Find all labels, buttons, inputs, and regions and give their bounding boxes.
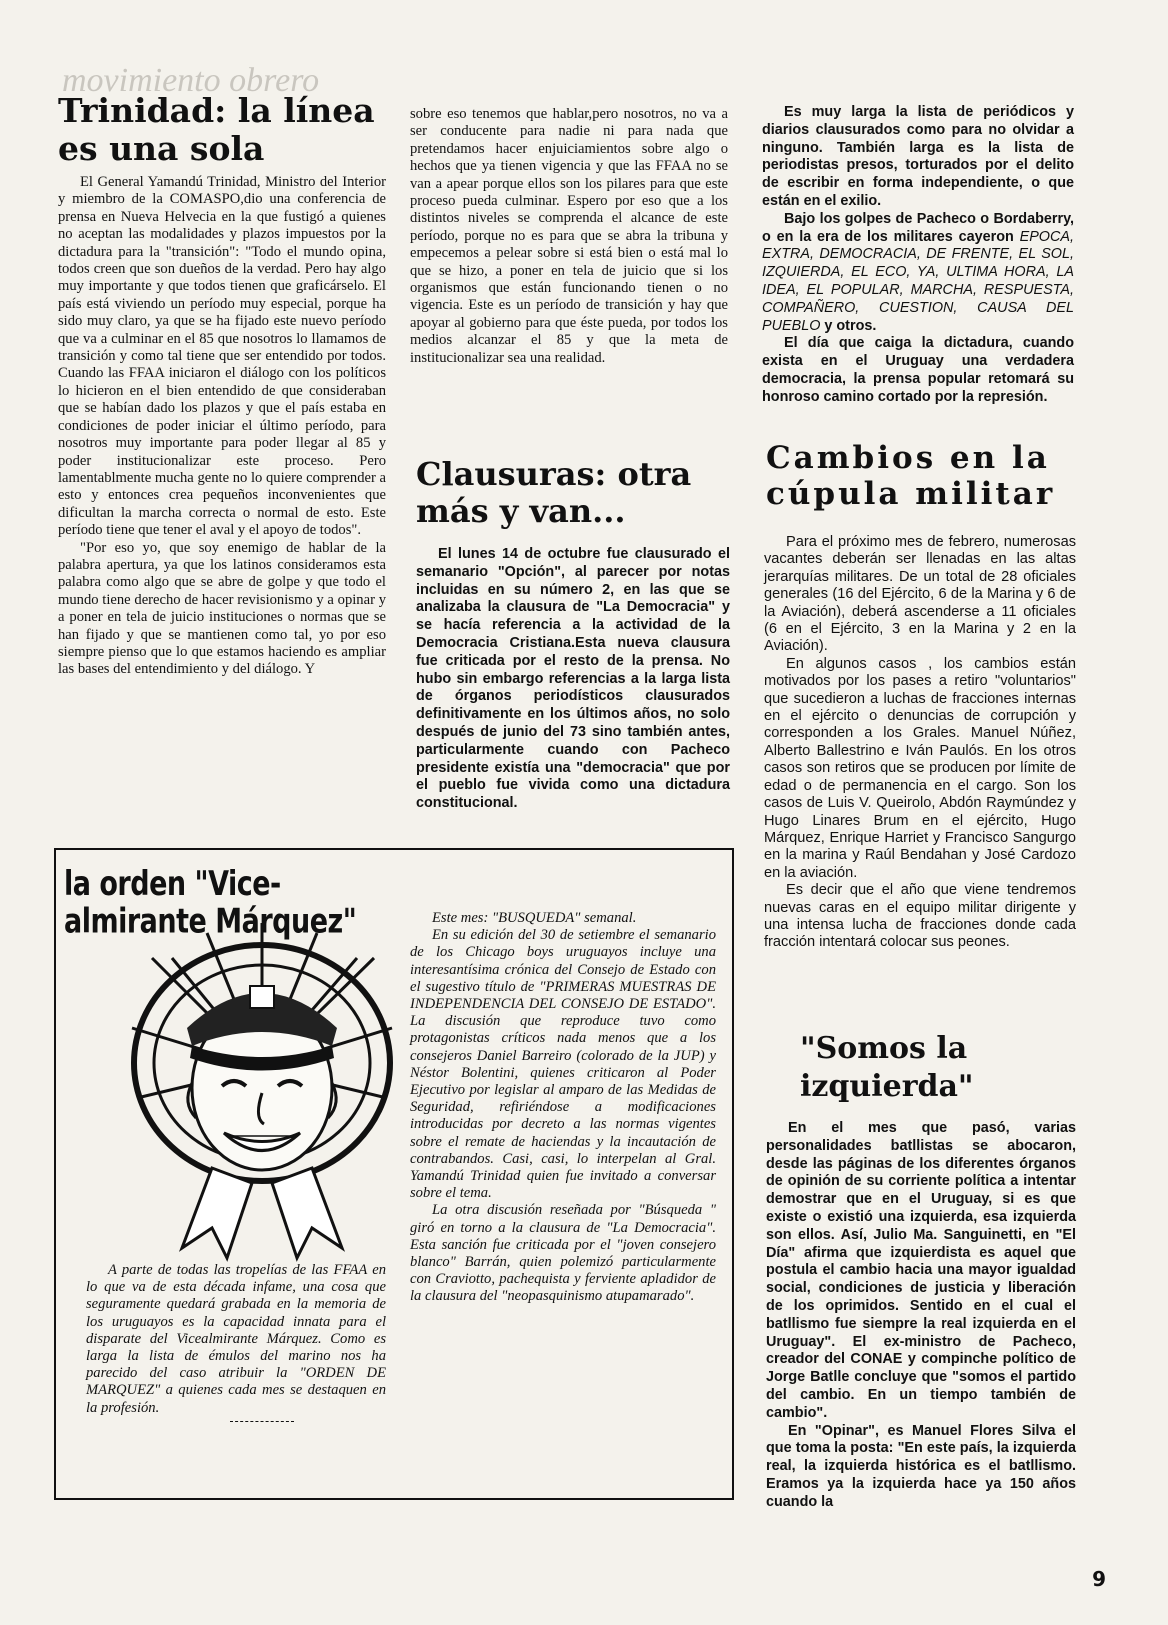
page-number: 9 <box>1092 1567 1106 1591</box>
periodicos-names: EPOCA, EXTRA, DEMOCRACIA, DE FRENTE, EL SOL, IZQUIERDA, EL ECO, YA, ULTIMA HORA, LA IDEA, EL POPULAR, MARCHA, RESPUESTA, COMPAÑERO, CUESTION, CAUSA DEL PUEBLO <box>762 228 1074 334</box>
busqueda-article <box>410 910 716 1306</box>
orden-title: la orden "Vice-almirante Márquez" <box>64 864 357 941</box>
busqueda-paragraph: En su edición del 30 de setiembre el semanario de los Chicago boys uruguayos incluye una interesantísima crónica del Consejo de Estado con el sugestivo título de "PRIMERAS MUESTRAS DE INDEPENDENCIA DEL CONSEJO DE ESTADO". La discusión que reproduce tuvo como protagonistas críticos nada menos que a los consejeros Daniel Barreiro (colorado de la JUP) y Néstor Bolentini, quienes criticaron al Poder Ejecutivo por legislar al amparo de las Medidas de Seguridad, refiriéndose a modificaciones introducidas por decreto a las normas vigentes sobre el remate de haciendas y la incautación de contrabandos. Casi, casi, lo interpelan al Gral. Yamandú Trinidad quien fue invitado a conversar sobre el tema. <box>410 927 716 1202</box>
ghost-heading: movimiento obrero <box>62 62 320 99</box>
busqueda-intro: Este mes: "BUSQUEDA" semanal. <box>432 910 637 926</box>
periodicos-lead: Bajo los golpes de Pacheco o Bordaberry, o en la era de los militares cayeron <box>762 210 1074 245</box>
cambios-paragraph: Es decir que el año que viene tendremos nuevas caras en el equipo militar dirigente y una intensa lucha de fracciones donde cada fracción intentará colocar sus peones. <box>764 882 1076 951</box>
clausuras-paragraph: El lunes 14 de octubre fue clausurado el semanario "Opción", al parecer por notas incluidas en su número 2, en las que se analizaba la clausura de "La Democracia" y se hacía referencia a la actividad de la Democracia Cristiana.Esta nueva clausura fue criticada por el resto de la prensa. No hubo sin embargo referencias a la larga lista de órganos periodísticos clausurados definitivamente en los últimos años, no solo después de junio del 73 sino también antes, particularmente cuando con Pacheco presidente existía una "democracia" que por el pueblo fue vivida como una dictadura constitucional. <box>416 546 730 812</box>
trinidad-continuation-text: sobre eso tenemos que hablar,pero nosotros, no va a ser conducente para nadie ni para nada que pretendamos hacer enjuiciamientos sobre algo o hechos que ya tienen vigencia y que las FFAA no se van a apear porque ellos son los pilares para que este proceso pueda culminar. Espero por eso que a los distintos niveles se comprenda el alcance de este período, porque no es para que se abra la tribuna y empecemos a pelear sobre si está bien o está mal lo que se hizo, a poner en tela de juicio que si los organismos que están funcionando tienen o no vigencia. Este es un período de transición y hay que apoyar al gobierno para que éste pueda, por todos los medios alcanzar el 85 y que la meta de institucionalizar sea una realidad. <box>410 106 728 366</box>
signature-rule <box>230 1421 294 1422</box>
periodicos-paragraph: El día que caiga la dictadura, cuando exista en el Uruguay una verdadera democracia, la prensa popular retomará su honroso camino cortado por la represión. <box>762 335 1074 405</box>
periodicos-paragraph <box>762 211 1074 336</box>
somos-paragraph: En "Opinar", es Manuel Flores Silva el que toma la posta: "En este país, la izquierda real, la izquierda histórica es el batllismo. Eramos ya la izquierda hace ya 150 años cuando la <box>766 1422 1076 1510</box>
trinidad-title: Trinidad: la línea es una sola <box>58 91 375 168</box>
orden-caption <box>86 1262 386 1422</box>
clausuras-title: Clausuras: otra más y van... <box>416 455 692 530</box>
cambios-title: Cambios en la cúpula militar <box>766 440 1056 512</box>
periodicos-paragraph: Es muy larga la lista de periódicos y diarios clausurados como para no olvidar a ninguno. También larga es la lista de periodistas presos, torturados por el delito de escribir en forma independiente, o que están en el exilio. <box>762 104 1074 209</box>
busqueda-paragraph: La otra discusión reseñada por "Búsqueda " giró en torno a la clausura de "La Democracia". Esta sanción fue criticada por el "joven consejero blanco" Barrán, quien polemizó particularmente con Craviotto, pachequista y ferviente apladidor de la clausura del "neopasquinismo atupamarado". <box>410 1202 716 1305</box>
trinidad-continuation <box>410 106 728 367</box>
somos-article <box>766 1120 1076 1512</box>
trinidad-article <box>58 174 386 679</box>
admiral-caricature <box>112 918 412 1268</box>
somos-paragraph: En el mes que pasó, varias personalidades batllistas se abocaron, desde las páginas de los diferentes órganos de opinión de su corriente política a intentar demostrar que en el Uruguay, si es que existe o existió una izquierda, esa izquierda son ellos. Así, Julio Ma. Sanguinetti, en "El Día" afirma que izquierdista es aquel que postula el cambio hacia una mayor igualdad social, condiciones de justicia y liberación de los oprimidos. Sentido en el cual el batllismo fue siempre la real izquierda en el Uruguay". El ex-ministro de Pacheco, creador del CONAE y compinche político de Jorge Batlle concluye que "somos el partido del cambio. En un tiempo también de cambio". <box>766 1120 1076 1421</box>
somos-title: "Somos la izquierda" <box>800 1031 974 1104</box>
cambios-article <box>764 534 1076 952</box>
cambios-paragraph: En algunos casos , los cambios están motivados por los pases a retiro "voluntarios" que sucedieron a luchas de fracciones internas en el ejército o denuncias de corrupción y corresponden a los Grales. Manuel Núñez, Alberto Ballestrino e Iván Paulós. En los otros casos son retiros que se producen por límite de edad o de permanencia en el cargo. Son los casos de Luis V. Queirolo, Abdón Raymúndez y Hugo Linares Brum en el ejército, Hugo Márquez, Enrique Harriet y Francisco Sangurgo en la marina y Raúl Bendahan y José Cardozo en la aviación. <box>764 655 1076 881</box>
cambios-paragraph: Para el próximo mes de febrero, numerosas vacantes deberán ser llenadas en las altas jerarquías militares. De un total de 28 oficiales generales (16 del Ejército, 6 de la Marina y 6 de la Aviación), deberá ascenderse a 11 oficiales (6 en el Ejército, 3 en la Marina y 2 en la Aviación). <box>764 534 1076 655</box>
trinidad-paragraph: "Por eso yo, que soy enemigo de hablar de la palabra apertura, ya que los latinos consideramos esta palabra como algo que se abre de golpe y que todo el mundo tiene derecho de hacer revisionismo y a opinar y a poner en tela de juicio instituciones o normas que se han fijado y que se mantienen como tal, yo por eso siempre pienso que lo que estamos haciendo es ampliar las bases del entendimiento y del diálogo. Y <box>58 539 386 678</box>
trinidad-paragraph: El General Yamandú Trinidad, Ministro del Interior y miembro de la COMASPO,dio una conferencia de prensa en Nueva Helvecia en la que fustigó a quienes no aceptan las modalidades y plazos impuestos por la dictadura para la "transición": "Todo el mundo opina, todos creen que son dueños de la verdad. Pero hay algo muy importante y que todos tienen que graficárselo. El país está viviendo un período muy especial, porque ha sido muy claro, ya que se ha fijado este nuevo período que va a culminar en el 85 que nosotros lo llamamos de transición y como tal tiene que ser entendido por todos. Cuando las FFAA iniciaron el diálogo con los políticos lo hicieron en el bien entendido de que consideraban que se habían dado los plazos y que el país estaba en condiciones de poder iniciar el último período, para nosotros muy importante para poder llegar al 85 y poder institucionalizar este proceso. Pero lamentablmente mucha gente no lo quiere comprender a esto y entonces crea pequeños inconvenientes que dificultan la marcha correcta o normal de esto. Este período tiene que tener el aval y el apoyo de todos". <box>58 174 386 539</box>
periodicos-article <box>762 104 1074 407</box>
orden-caption-text: A parte de todas las tropelías de las FFAA en lo que va de esta década infame, una cosa que seguramente quedará grabada en la memoria de los uruguayos es la capacidad innata para el disparate del Vicealmirante Márquez. Como es larga la lista de émulos del marino nos ha parecido del caso atribuir la "ORDEN DE MARQUEZ" a quienes cada mes se destaquen en la profesión. <box>86 1262 386 1416</box>
periodicos-tail: y otros. <box>820 317 877 334</box>
clausuras-article <box>416 546 730 813</box>
